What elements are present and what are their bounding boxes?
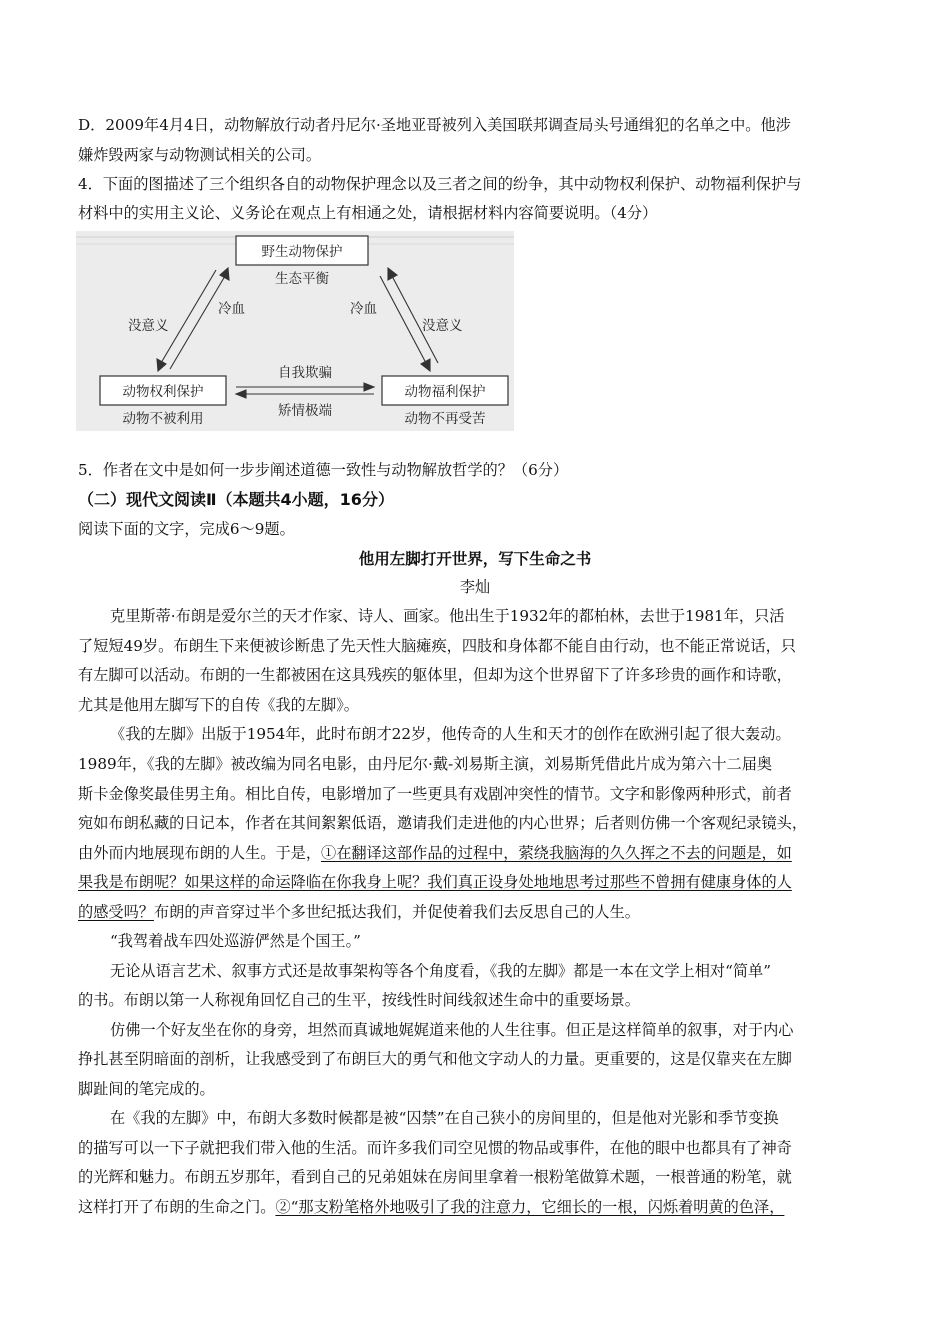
- top-box: [236, 236, 368, 265]
- q4-line1: 4．下面的图描述了三个组织各自的动物保护理念以及三者之间的纷争，其中动物权利保护、动物福利保护与: [78, 175, 802, 193]
- underlined-sentence-2: ②“那支粉笔格外地吸引了我的注意力，它细长的一根，闪烁着明黄的色泽，: [275, 1198, 785, 1216]
- right-outer-label: 没意义: [422, 318, 463, 334]
- p2-line2: 1989年，《我的左脚》被改编为同名电影，由丹尼尔·戴-刘易斯主演，刘易斯凭借此片成为第六十二届奥: [78, 755, 773, 773]
- top-box-sub: 生态平衡: [275, 271, 329, 287]
- p5-line3: 的光辉和魅力。布朗五岁那年，看到自己的兄弟姐妹在房间里拿着一根粉笔做算术题，一根普通的粉笔，就: [78, 1168, 792, 1186]
- underlined-sentence-1-end: 的感受吗？: [78, 903, 154, 921]
- animal-protection-diagram: [76, 231, 514, 431]
- right-box-label: 动物福利保护: [404, 384, 486, 400]
- top-box-label: 野生动物保护: [261, 244, 343, 260]
- right-box: [382, 376, 508, 405]
- p5-line4-plain: 这样打开了布朗的生命之门。: [78, 1198, 276, 1216]
- middle-top-label: 自我欺骗: [278, 365, 332, 381]
- p2-line7: [78, 902, 640, 922]
- q5: 5．作者在文中是如何一步步阐述道德一致性与动物解放哲学的？（6分）: [78, 461, 569, 479]
- p1-line1: 克里斯蒂·布朗是爱尔兰的天才作家、诗人、画家。他出生于1932年的都柏林，去世于1981年，只活: [110, 607, 785, 625]
- left-outer-label: 没意义: [128, 318, 169, 334]
- p2-line3: 斯卡金像奖最佳男主角。相比自传，电影增加了一些更具有戏剧冲突性的情节。文字和影像两种形式，前者: [78, 785, 792, 803]
- q4-line2: 材料中的实用主义论、义务论在观点上有相通之处，请根据材料内容简要说明。（4分）: [78, 204, 658, 222]
- p3-line2: 的书。布朗以第一人称视角回忆自己的生平，按线性时间线叙述生命中的重要场景。: [78, 991, 640, 1009]
- p3-line1: 无论从语言艺术、叙事方式还是故事架构等各个角度看，《我的左脚》都是一本在文学上相对“简单”: [110, 962, 771, 980]
- section2-instruction: 阅读下面的文字，完成6～9题。: [78, 520, 295, 538]
- article-title: 他用左脚打开世界，写下生命之书: [358, 550, 592, 568]
- left-inner-label: 冷血: [218, 301, 245, 317]
- quote-line: “我驾着战车四处巡游俨然是个国王。”: [110, 932, 361, 950]
- p4-line2: 挣扎甚至阴暗面的剖析，让我感受到了布朗巨大的勇气和他文字动人的力量。更重要的，这是仅靠夹在左脚: [78, 1050, 792, 1068]
- p1-line4: 尤其是他用左脚写下的自传《我的左脚》。: [78, 696, 359, 714]
- p2-line7-plain: 布朗的声音穿过半个多世纪抵达我们，并促使着我们去反思自己的人生。: [153, 903, 640, 921]
- section2-heading: （二）现代文阅读Ⅱ（本题共4小题，16分）: [78, 490, 394, 509]
- article-author: 李灿: [459, 578, 491, 596]
- p1-line2: 了短短49岁。布朗生下来便被诊断患了先天性大脑瘫痪，四肢和身体都不能自由行动，也不能正常说话，只: [78, 637, 796, 655]
- p5-line2: 的描写可以一下子就把我们带入他的生活。而许多我们司空见惯的物品或事件，在他的眼中也都具有了神奇: [78, 1139, 792, 1157]
- left-box-sub: 动物不被利用: [122, 411, 204, 427]
- p2-line5-plain: 由外而内地展现布朗的人生。于是，: [78, 844, 321, 862]
- p2-line5: [78, 843, 792, 863]
- middle-arrow-pair: [236, 383, 374, 398]
- p4-line3: 脚趾间的笔完成的。: [78, 1080, 215, 1098]
- p5-line4: [78, 1197, 784, 1217]
- q3-option-d-line1: D．2009年4月4日，动物解放行动者丹尼尔·圣地亚哥被列入美国联邦调查局头号通缉犯的名单之中。他涉: [78, 116, 791, 134]
- p2-line4: 宛如布朗私藏的日记本，作者在其间絮絮低语，邀请我们走进他的内心世界；后者则仿佛一个客观纪录镜头，: [78, 814, 807, 832]
- p1-line3: 有左脚可以活动。布朗的一生都被困在这具残疾的躯体里，但却为这个世界留下了许多珍贵的画作和诗歌，: [78, 666, 792, 684]
- left-box-label: 动物权利保护: [122, 384, 204, 400]
- middle-bottom-label: 矫情极端: [278, 403, 332, 419]
- p4-line1: 仿佛一个好友坐在你的身旁，坦然而真诚地娓娓道来他的人生往事。但正是这样简单的叙事，对于内心: [110, 1021, 794, 1039]
- p2-line1: 《我的左脚》出版于1954年，此时布朗才22岁，他传奇的人生和天才的创作在欧洲引起了很大轰动。: [110, 725, 791, 743]
- q3-option-d-line2: 嫌炸毁两家与动物测试相关的公司。: [78, 146, 321, 164]
- underlined-sentence-1-start: ①在翻译这部作品的过程中，萦绕我脑海的久久挥之不去的问题是，如: [321, 844, 792, 862]
- right-box-sub: 动物不再受苦: [404, 411, 486, 427]
- underlined-sentence-1-middle: 果我是布朗呢？如果这样的命运降临在你我身上呢？我们真正设身处地地思考过那些不曾拥有健康身体的人: [78, 873, 792, 891]
- right-inner-label: 冷血: [350, 301, 377, 317]
- left-box: [100, 376, 226, 405]
- p5-line1: 在《我的左脚》中，布朗大多数时候都是被“囚禁”在自己狭小的房间里的，但是他对光影和季节变换: [110, 1109, 779, 1127]
